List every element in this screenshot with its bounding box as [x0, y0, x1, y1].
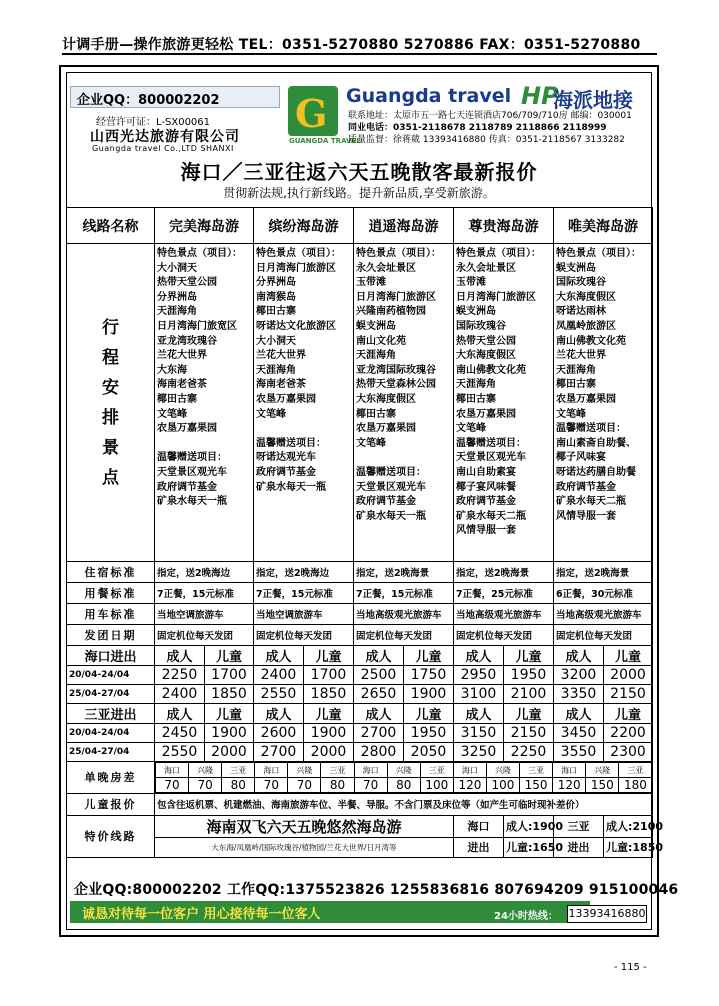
room-value: 70	[288, 778, 321, 793]
child-header: 儿童	[504, 704, 554, 724]
meals-row	[67, 583, 653, 604]
price-value: 3100	[454, 685, 504, 704]
itinerary-item: 温馨赠送项目：	[456, 437, 526, 449]
itinerary-item	[256, 422, 351, 437]
itinerary-item: 凤凰岭旅游区	[556, 320, 616, 332]
contact-phone: 同业电话：0351-2118678 2118789 2118866 2118999	[348, 123, 607, 133]
itinerary-item: 永久会址景区	[356, 262, 416, 274]
room-city: 三亚	[321, 763, 354, 778]
page-subtitle: 贯彻新法规,执行新线路。提升新品质,享受新旅游。	[223, 186, 495, 200]
special-jinchu: 进出	[454, 837, 504, 857]
price-value: 3550	[554, 743, 604, 762]
price-row	[67, 685, 653, 704]
transport-label: 用车标准	[67, 604, 155, 625]
meals-cell: 7正餐，15元标准	[155, 583, 254, 604]
child-header: 儿童	[205, 646, 254, 666]
price-value: 2950	[454, 666, 504, 685]
itinerary-item: 天涯海角	[456, 379, 496, 391]
itinerary-item: 日月湾海门旅游区	[456, 291, 536, 303]
itinerary-item: 永久会址景区	[456, 262, 516, 274]
price-value: 2400	[155, 685, 205, 704]
price-value: 3150	[454, 724, 504, 743]
price-group-header	[67, 704, 653, 724]
room-value: 70	[156, 778, 189, 793]
adult-header: 成人	[454, 646, 504, 666]
adult-header: 成人	[554, 704, 604, 724]
logo-caption: GUANGDA TRAVEL	[289, 137, 361, 145]
itinerary-item: 椰田古寨	[456, 393, 496, 405]
itinerary-row	[67, 244, 653, 562]
itinerary-item: 热带天堂公园	[157, 277, 217, 289]
itinerary-item: 天堂景区观光车	[157, 466, 227, 478]
adult-header: 成人	[554, 646, 604, 666]
price-value: 1700	[304, 666, 354, 685]
contact-supervision: 质量监督：徐蒋葳 13393416880 传真：0351-2118567 3133282	[348, 135, 625, 145]
room-value: 180	[619, 778, 652, 793]
child-header: 儿童	[205, 704, 254, 724]
price-value: 3350	[554, 685, 604, 704]
company-logo	[288, 86, 338, 136]
room-city: 海口	[553, 763, 586, 778]
adult-header: 成人	[254, 704, 304, 724]
itinerary-cell	[354, 244, 454, 562]
room-city-row	[156, 763, 653, 778]
price-value: 2100	[504, 685, 554, 704]
company-name-cn: 山西光达旅游有限公司	[90, 129, 240, 145]
price-value: 2400	[254, 666, 304, 685]
room-value: 120	[453, 778, 486, 793]
child-header: 儿童	[404, 646, 454, 666]
special-title: 海南双飞六天五晚悠然海岛游	[155, 815, 454, 837]
lodging-label: 住宿标准	[67, 562, 155, 583]
hotline-number: 13393416880	[567, 905, 647, 923]
price-value: 2050	[404, 743, 454, 762]
room-city: 三亚	[420, 763, 453, 778]
price-date: 25/04-27/04	[67, 743, 155, 762]
room-value: 80	[387, 778, 420, 793]
logo-letter: G	[295, 91, 328, 136]
itinerary-item: 天堂景区观光车	[356, 481, 426, 493]
itinerary-item: 政府调节基金	[356, 496, 416, 508]
child-header: 儿童	[304, 646, 354, 666]
lodging-cell: 指定，送2晚海景	[354, 562, 454, 583]
departure-cell: 固定机位每天发团	[354, 625, 454, 646]
price-value: 2800	[354, 743, 404, 762]
itinerary-item: 矿泉水每天二瓶	[456, 510, 526, 522]
itinerary-item: 国际玫瑰谷	[556, 277, 606, 289]
price-value: 2000	[304, 743, 354, 762]
slogan-text: 诚恳对待每一位客户 用心接待每一位客人	[82, 907, 321, 922]
route-name: 逍遥海岛游	[354, 208, 454, 244]
itinerary-item: 蜈支洲岛	[556, 262, 596, 274]
itinerary-item: 亚龙湾玫瑰谷	[157, 335, 217, 347]
child-price-text: 包含往返机票、机建燃油、海南旅游车位、半餐、导服。不含门票及床位等（如产生可临时现补差价）	[155, 793, 653, 815]
itinerary-item: 文笔峰	[157, 408, 187, 420]
special-label: 特价线路	[67, 815, 155, 857]
child-header: 儿童	[304, 704, 354, 724]
room-value: 70	[189, 778, 222, 793]
price-group-label: 三亚进出	[67, 704, 155, 724]
route-name: 唯美海岛游	[554, 208, 653, 244]
itinerary-cell	[454, 244, 554, 562]
itinerary-item: 呀诺达观光车	[256, 452, 316, 464]
room-value: 100	[420, 778, 453, 793]
price-value: 2200	[604, 724, 653, 743]
itinerary-item: 矿泉水每天一瓶	[157, 496, 227, 508]
itinerary-item: 政府调节基金	[256, 466, 316, 478]
footer-qq-line: 企业QQ:800002202 工作QQ:1375523826 1255836816 807694209 915100046	[74, 882, 679, 898]
route-name: 缤纷海岛游	[254, 208, 354, 244]
special-haikou-adult: 成人:1900	[504, 815, 554, 837]
price-row	[67, 743, 653, 762]
itinerary-item: 呀诺达文化旅游区	[256, 320, 336, 332]
room-value: 100	[486, 778, 519, 793]
room-value-row	[156, 778, 653, 793]
price-date: 20/04-24/04	[67, 724, 155, 743]
price-value: 2500	[354, 666, 404, 685]
itinerary-item: 文笔峰	[256, 408, 286, 420]
room-city: 兴隆	[486, 763, 519, 778]
route-name: 尊贵海岛游	[454, 208, 554, 244]
transport-cell: 当地高级观光旅游车	[454, 604, 554, 625]
room-value: 70	[354, 778, 387, 793]
price-value: 2150	[504, 724, 554, 743]
itinerary-item: 文笔峰	[356, 437, 386, 449]
itinerary-item: 天涯海角	[256, 364, 296, 376]
price-value: 1950	[404, 724, 454, 743]
itinerary-item: 兰花大世界	[556, 350, 606, 362]
lodging-cell: 指定，送2晚海边	[155, 562, 254, 583]
itinerary-item: 日月湾海门旅游区	[256, 262, 336, 274]
special-sanya: 三亚	[554, 815, 604, 837]
itinerary-item: 玉带滩	[356, 277, 386, 289]
price-group-header	[67, 646, 653, 666]
itinerary-cell	[554, 244, 653, 562]
price-value: 1700	[205, 666, 254, 685]
price-value: 1850	[205, 685, 254, 704]
price-value: 2300	[604, 743, 653, 762]
meals-cell: 7正餐，25元标准	[454, 583, 554, 604]
lodging-row	[67, 562, 653, 583]
itinerary-item: 南山自助素宴	[456, 466, 516, 478]
itinerary-item: 南山佛教文化苑	[556, 335, 626, 347]
transport-cell: 当地空调旅游车	[254, 604, 354, 625]
itinerary-item: 温馨赠送项目：	[356, 466, 426, 478]
itinerary-item	[157, 437, 251, 452]
price-value: 2700	[254, 743, 304, 762]
itinerary-item: 呀诺达药膳自助餐	[556, 466, 636, 478]
route-header-row	[67, 208, 653, 244]
child-price-label: 儿童报价	[67, 793, 155, 815]
itinerary-item: 日月湾海门旅宽区	[157, 320, 237, 332]
page-number: - 115 -	[614, 962, 647, 973]
room-city: 三亚	[619, 763, 652, 778]
price-date: 20/04-24/04	[67, 666, 155, 685]
itinerary-item: 农垦万嘉果园	[256, 393, 316, 405]
price-value: 3450	[554, 724, 604, 743]
itinerary-item: 分界洲岛	[157, 291, 197, 303]
transport-cell: 当地空调旅游车	[155, 604, 254, 625]
itinerary-item: 大东海度假区	[456, 350, 516, 362]
room-grid-cell	[155, 762, 653, 794]
adult-header: 成人	[354, 704, 404, 724]
page-title: 海口／三亚往返六天五晚散客最新报价	[180, 160, 538, 184]
itinerary-item: 文笔峰	[556, 408, 586, 420]
departure-cell: 固定机位每天发团	[454, 625, 554, 646]
price-groups	[67, 646, 653, 762]
departure-cell: 固定机位每天发团	[155, 625, 254, 646]
child-header: 儿童	[504, 646, 554, 666]
itinerary-label-char: 程	[102, 347, 119, 368]
lodging-cell: 指定，送2晚海景	[554, 562, 653, 583]
itinerary-label-char: 行	[102, 317, 119, 338]
price-date: 25/04-27/04	[67, 685, 155, 704]
room-value: 150	[520, 778, 553, 793]
price-value: 1950	[504, 666, 554, 685]
itinerary-item	[356, 451, 451, 466]
itinerary-item: 特色景点（项目）：	[356, 248, 441, 259]
company-name-en: Guangda travel Co.,LTD SHANXI	[92, 144, 234, 153]
itinerary-item: 椰田古寨	[356, 408, 396, 420]
itinerary-item: 风情导服一套	[556, 510, 616, 522]
special-sanya-child: 儿童:1850	[604, 837, 653, 857]
header-rule	[62, 53, 657, 55]
price-value: 2000	[205, 743, 254, 762]
price-row	[67, 724, 653, 743]
room-city: 兴隆	[586, 763, 619, 778]
meals-cell: 7正餐，15元标准	[354, 583, 454, 604]
lodging-cell: 指定，送2晚海景	[454, 562, 554, 583]
price-value: 2150	[604, 685, 653, 704]
special-haikou: 海口	[454, 815, 504, 837]
room-value: 70	[255, 778, 288, 793]
price-value: 3250	[454, 743, 504, 762]
itinerary-item: 温馨赠送项目：	[256, 437, 326, 449]
itinerary-item: 国际玫瑰谷	[456, 320, 506, 332]
room-city: 海口	[354, 763, 387, 778]
itinerary-item: 椰子风味宴	[556, 452, 606, 464]
contact-address: 联系地址：太原市五一路七天连锁酒店706/709/710房 邮编：030001	[348, 111, 632, 121]
itinerary-item: 农垦万嘉果园	[556, 393, 616, 405]
itinerary-item: 南山文化苑	[356, 335, 406, 347]
itinerary-item: 海南老爸茶	[157, 379, 207, 391]
room-row	[67, 762, 653, 794]
price-value: 1900	[304, 724, 354, 743]
child-price-row	[67, 793, 653, 815]
itinerary-item: 矿泉水每天二瓶	[556, 496, 626, 508]
itinerary-item: 日月湾海门旅游区	[356, 291, 436, 303]
adult-header: 成人	[354, 646, 404, 666]
itinerary-label-char: 点	[102, 467, 119, 488]
itinerary-item: 农垦万嘉果园	[157, 423, 217, 435]
itinerary-item: 政府调节基金	[556, 481, 616, 493]
itinerary-item: 温馨赠送项目：	[556, 423, 626, 435]
room-value: 80	[222, 778, 255, 793]
special-jinchu: 进出	[554, 837, 604, 857]
itinerary-item: 政府调节基金	[456, 496, 516, 508]
itinerary-item: 温馨赠送项目：	[157, 452, 227, 464]
itinerary-item: 兴隆南药植物园	[356, 306, 426, 318]
itinerary-item: 天涯海角	[556, 364, 596, 376]
departure-cell: 固定机位每天发团	[254, 625, 354, 646]
meals-label: 用餐标准	[67, 583, 155, 604]
price-value: 3200	[554, 666, 604, 685]
meals-cell: 6正餐，30元标准	[554, 583, 653, 604]
price-value: 1750	[404, 666, 454, 685]
special-sanya-adult: 成人:2100	[604, 815, 653, 837]
departure-row	[67, 625, 653, 646]
itinerary-item: 文笔峰	[456, 423, 486, 435]
special-row-2	[67, 837, 653, 857]
itinerary-item: 椰田古寨	[256, 306, 296, 318]
transport-cell: 当地高级观光旅游车	[354, 604, 454, 625]
adult-header: 成人	[454, 704, 504, 724]
departure-label: 发团日期	[67, 625, 155, 646]
price-value: 2250	[504, 743, 554, 762]
special-row-1	[67, 815, 653, 837]
price-table	[66, 207, 664, 858]
price-value: 1900	[404, 685, 454, 704]
price-row	[67, 666, 653, 685]
itinerary-item: 大东海度假区	[356, 393, 416, 405]
itinerary-label	[67, 244, 155, 562]
itinerary-item: 大小洞天	[256, 335, 296, 347]
brand-name-cn: 海派地接	[553, 88, 633, 112]
transport-row	[67, 604, 653, 625]
price-value: 2450	[155, 724, 205, 743]
itinerary-item: 特色景点（项目）：	[456, 248, 541, 259]
adult-header: 成人	[155, 646, 205, 666]
lodging-cell: 指定，送2晚海边	[254, 562, 354, 583]
child-header: 儿童	[604, 646, 653, 666]
special-route: 大东海/凤凰岭/国际玫瑰谷/植物园/兰花大世界/日月湾等	[155, 837, 454, 857]
itinerary-item: 椰田古寨	[157, 393, 197, 405]
itinerary-item: 热带天堂森林公园	[356, 379, 436, 391]
header-contact-line: 计调手册—操作旅游更轻松 TEL：0351-5270880 5270886 FAX：0351-5270880	[62, 37, 641, 53]
price-value: 2550	[254, 685, 304, 704]
itinerary-item: 亚龙湾国际玫瑰谷	[356, 364, 436, 376]
room-city: 海口	[156, 763, 189, 778]
room-city: 兴隆	[288, 763, 321, 778]
itinerary-item: 热带天堂公园	[456, 335, 516, 347]
itinerary-item: 农垦万嘉果园	[456, 408, 516, 420]
itinerary-item: 大小洞天	[157, 262, 197, 274]
itinerary-item: 大东海度假区	[556, 291, 616, 303]
meals-cell: 7正餐，15元标准	[254, 583, 354, 604]
license-number: 经营许可证：L-SX00061	[96, 117, 211, 128]
room-value: 80	[321, 778, 354, 793]
itinerary-item: 南湾猴岛	[256, 291, 296, 303]
itinerary-item: 呀诺达雨林	[556, 306, 606, 318]
itinerary-item: 海南老爸茶	[256, 379, 306, 391]
itinerary-item: 特色景点（项目）：	[157, 248, 242, 259]
itinerary-item: 蜈支洲岛	[456, 306, 496, 318]
itinerary-item: 大东海	[157, 364, 187, 376]
hotline-label: 24小时热线：	[494, 911, 558, 922]
itinerary-item: 分界洲岛	[256, 277, 296, 289]
itinerary-cell	[254, 244, 354, 562]
itinerary-item: 天堂景区观光车	[456, 452, 526, 464]
price-value: 1900	[205, 724, 254, 743]
itinerary-label-char: 排	[102, 407, 119, 428]
itinerary-item: 特色景点（项目）：	[556, 248, 641, 259]
itinerary-item: 矿泉水每天一瓶	[356, 510, 426, 522]
price-value: 2650	[354, 685, 404, 704]
price-value: 2250	[155, 666, 205, 685]
itinerary-item: 玉带滩	[456, 277, 486, 289]
room-city: 海口	[255, 763, 288, 778]
itinerary-item: 农垦万嘉果园	[356, 423, 416, 435]
room-value: 150	[586, 778, 619, 793]
room-city: 三亚	[222, 763, 255, 778]
itinerary-label-text	[101, 313, 121, 493]
price-value: 2550	[155, 743, 205, 762]
room-city: 兴隆	[387, 763, 420, 778]
itinerary-item: 兰花大世界	[256, 350, 306, 362]
special-haikou-child: 儿童:1650	[504, 837, 554, 857]
itinerary-label-char: 景	[102, 437, 119, 458]
room-grid	[155, 762, 653, 793]
child-header: 儿童	[604, 704, 653, 724]
itinerary-cell	[155, 244, 254, 562]
brand-hp-logo: HP	[521, 82, 559, 110]
price-value: 2600	[254, 724, 304, 743]
qq-badge: 企业QQ：800002202	[70, 86, 280, 108]
price-group-label: 海口进出	[67, 646, 155, 666]
adult-header: 成人	[254, 646, 304, 666]
price-value: 2700	[354, 724, 404, 743]
adult-header: 成人	[155, 704, 205, 724]
transport-cell: 当地高级观光旅游车	[554, 604, 653, 625]
itinerary-item: 天涯海角	[157, 306, 197, 318]
room-city: 海口	[453, 763, 486, 778]
itinerary-label-char: 安	[102, 377, 119, 398]
itinerary-item: 矿泉水每天一瓶	[256, 481, 326, 493]
price-value: 2000	[604, 666, 653, 685]
room-label: 单晚房差	[67, 762, 155, 794]
room-city: 兴隆	[189, 763, 222, 778]
brand-name-en: Guangda travel	[346, 85, 512, 107]
room-city: 三亚	[520, 763, 553, 778]
itinerary-item: 椰子宴风味餐	[456, 481, 516, 493]
itinerary-item: 风情导服一套	[456, 525, 516, 537]
itinerary-item: 南山素斋自助餐、	[556, 437, 636, 449]
departure-cell: 固定机位每天发团	[554, 625, 653, 646]
child-header: 儿童	[404, 704, 454, 724]
itinerary-item: 特色景点（项目）：	[256, 248, 341, 259]
route-name: 完美海岛游	[155, 208, 254, 244]
itinerary-item: 兰花大世界	[157, 350, 207, 362]
price-value: 1850	[304, 685, 354, 704]
itinerary-item: 椰田古寨	[556, 379, 596, 391]
room-value: 120	[553, 778, 586, 793]
itinerary-item: 政府调节基金	[157, 481, 217, 493]
itinerary-item: 天涯海角	[356, 350, 396, 362]
itinerary-item: 蜈支洲岛	[356, 320, 396, 332]
route-label: 线路名称	[67, 208, 155, 244]
itinerary-item: 南山佛教文化苑	[456, 364, 526, 376]
